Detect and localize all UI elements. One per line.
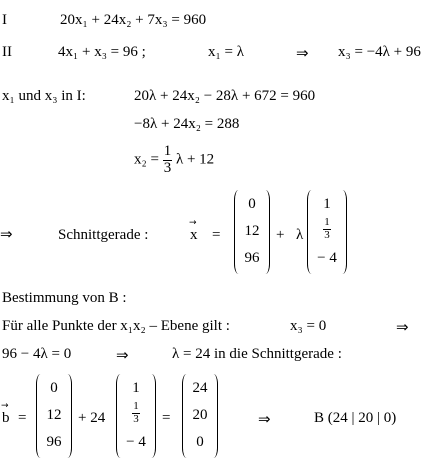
implies-arrow: ⇒ xyxy=(296,44,309,62)
fraction-one-third xyxy=(132,401,140,425)
implies-arrow-final: ⇒ xyxy=(258,410,271,428)
simplified-equation: −8λ + 24x₂ = 288 xyxy=(134,116,240,132)
equation-label-ii: II xyxy=(2,44,12,60)
final-support-x: 0 xyxy=(50,380,58,396)
right-paren xyxy=(338,190,347,274)
line-equals: = xyxy=(212,227,221,243)
final-equals: = xyxy=(18,410,27,426)
final-support-z: 96 xyxy=(46,434,62,450)
implies-arrow-solve: ⇒ xyxy=(116,346,129,364)
schnittgerade-label: Schnittgerade : xyxy=(58,227,149,243)
lambda-equation: 96 − 4λ = 0 xyxy=(2,346,72,362)
final-direction-x: 1 xyxy=(132,380,140,396)
vector-x: → x xyxy=(190,227,198,244)
right-paren xyxy=(147,374,156,458)
fraction-numerator: 1 xyxy=(133,400,139,412)
fraction-denominator: 3 xyxy=(133,412,139,425)
final-plus-24: + 24 xyxy=(78,410,106,426)
x3-expression: x₃ = −4λ + 96 xyxy=(338,44,421,60)
result-vector-x: 24 xyxy=(192,380,208,396)
implies-arrow-line: ⇒ xyxy=(0,225,13,243)
plane-condition: x₃ = 0 xyxy=(290,318,327,334)
plane-condition-text: Für alle Punkte der x₁x₂ – Ebene gilt : xyxy=(2,318,230,334)
support-vector xyxy=(234,190,270,274)
direction-vector-z: − 4 xyxy=(317,250,337,266)
x2-lhs: x₂ = xyxy=(134,151,159,168)
result-vector-z: 0 xyxy=(196,434,204,450)
point-b: B (24 | 20 | 0) xyxy=(314,410,397,426)
right-paren xyxy=(209,374,218,458)
substitution-lead: x₁ und x₃ in I: xyxy=(2,88,86,104)
line-vector-var xyxy=(190,227,198,244)
final-support-y: 12 xyxy=(46,407,62,423)
vector-b: → b xyxy=(2,410,10,427)
direction-vector xyxy=(307,190,347,274)
final-equals-2: = xyxy=(162,410,171,426)
lambda-result: λ = 24 in die Schnittgerade : xyxy=(172,346,342,362)
implies-arrow-plane: ⇒ xyxy=(396,318,409,336)
section-heading: Bestimmung von B : xyxy=(2,290,127,306)
equation-label-i: I xyxy=(2,12,7,28)
result-vector xyxy=(182,374,218,458)
substituted-equation: 20λ + 24x₂ − 28λ + 672 = 960 xyxy=(134,88,316,104)
fraction-denominator: 3 xyxy=(324,228,330,241)
fraction-denominator: 3 xyxy=(163,159,172,176)
x2-rhs: λ + 12 xyxy=(175,151,215,168)
final-vector-var xyxy=(2,410,10,427)
final-support-vector xyxy=(36,374,72,458)
support-vector-z: 96 xyxy=(244,250,260,266)
equation-ii: 4x₁ + x₃ = 96 ; xyxy=(58,44,146,60)
x2-solution xyxy=(134,144,214,177)
right-paren xyxy=(261,190,270,274)
fraction-one-third xyxy=(323,217,331,241)
support-vector-y: 12 xyxy=(244,223,260,239)
direction-vector-x: 1 xyxy=(323,196,331,212)
result-vector-y: 20 xyxy=(192,407,208,423)
right-paren xyxy=(63,374,72,458)
parameter-definition: x₁ = λ xyxy=(208,44,244,60)
final-direction-z: − 4 xyxy=(126,434,146,450)
line-param: λ xyxy=(296,227,304,243)
equation-i: 20x₁ + 24x₂ + 7x₃ = 960 xyxy=(60,12,207,28)
fraction-numerator: 1 xyxy=(163,143,172,159)
fraction-one-third xyxy=(163,144,173,177)
line-plus: + xyxy=(276,227,285,243)
support-vector-x: 0 xyxy=(248,196,256,212)
final-direction-vector xyxy=(116,374,156,458)
fraction-numerator: 1 xyxy=(324,216,330,228)
